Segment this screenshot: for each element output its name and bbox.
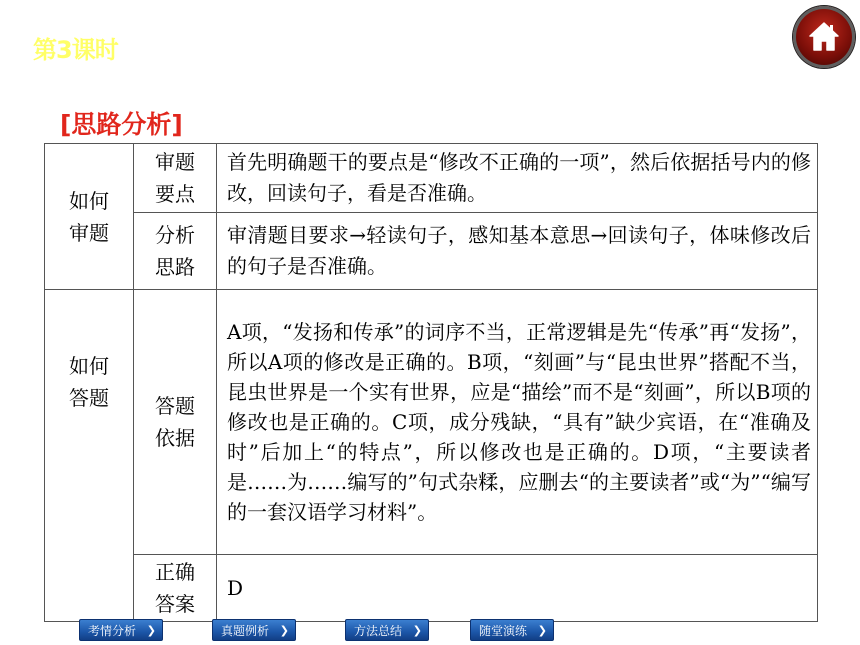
- table-row: [45, 555, 818, 622]
- group-label-line: 审题: [69, 220, 109, 245]
- bottom-nav: [0, 619, 860, 641]
- chevron-right-icon: ❯: [412, 624, 422, 637]
- row-label: 审题 要点: [134, 144, 217, 213]
- home-icon: [807, 20, 841, 54]
- chevron-right-icon: ❯: [279, 624, 289, 637]
- group-label-line: 如何: [69, 188, 109, 213]
- nav-label: 考情分析: [88, 624, 137, 638]
- row-content: D: [217, 555, 818, 622]
- row-label: 正确 答案: [134, 555, 217, 622]
- group-label-answer: 如何 答题: [45, 290, 134, 622]
- nav-label: 方法总结: [354, 624, 403, 638]
- nav-label: 真题例析: [221, 624, 270, 638]
- row-content: A项，“发扬和传承”的词序不当，正常逻辑是先“传承”再“发扬”，所以A项的修改是正确的。B项，“刻画”与“昆虫世界”搭配不当，昆虫世界是一个实有世界，应是“描绘”而不是“刻画”，所以B项的修改也是正确的。C项，成分残缺，“具有”缺少宾语，在“准确及时”后加上“的特点”，所以修改也是正确的。D项，“主要读者是……为……编写的”句式杂糅，应删去“的主要读者”或“为”“编写的一套汉语学习材料”。: [217, 290, 818, 555]
- group-label-review: [45, 144, 134, 290]
- home-button[interactable]: [793, 6, 855, 68]
- table-row: [45, 144, 818, 213]
- lesson-title: 第3课时: [33, 36, 118, 64]
- nav-label: 随堂演练: [479, 624, 528, 638]
- row-label: 答题 依据: [134, 290, 217, 555]
- chevron-right-icon: ❯: [537, 624, 547, 637]
- row-content: 审清题目要求→轻读句子，感知基本意思→回读句子，体味修改后的句子是否准确。: [217, 213, 818, 290]
- row-content: 首先明确题干的要点是“修改不正确的一项”，然后依据括号内的修改，回读句子，看是否准确。: [217, 144, 818, 213]
- nav-practice-button[interactable]: [470, 619, 554, 641]
- analysis-table: [44, 143, 818, 622]
- row-label: 分析 思路: [134, 213, 217, 290]
- table-row: [45, 213, 818, 290]
- nav-real-question-button[interactable]: [212, 619, 296, 641]
- section-title: [思路分析]: [60, 110, 183, 139]
- chevron-right-icon: ❯: [146, 624, 156, 637]
- table-row: [45, 290, 818, 555]
- nav-method-summary-button[interactable]: [345, 619, 429, 641]
- nav-exam-analysis-button[interactable]: [79, 619, 163, 641]
